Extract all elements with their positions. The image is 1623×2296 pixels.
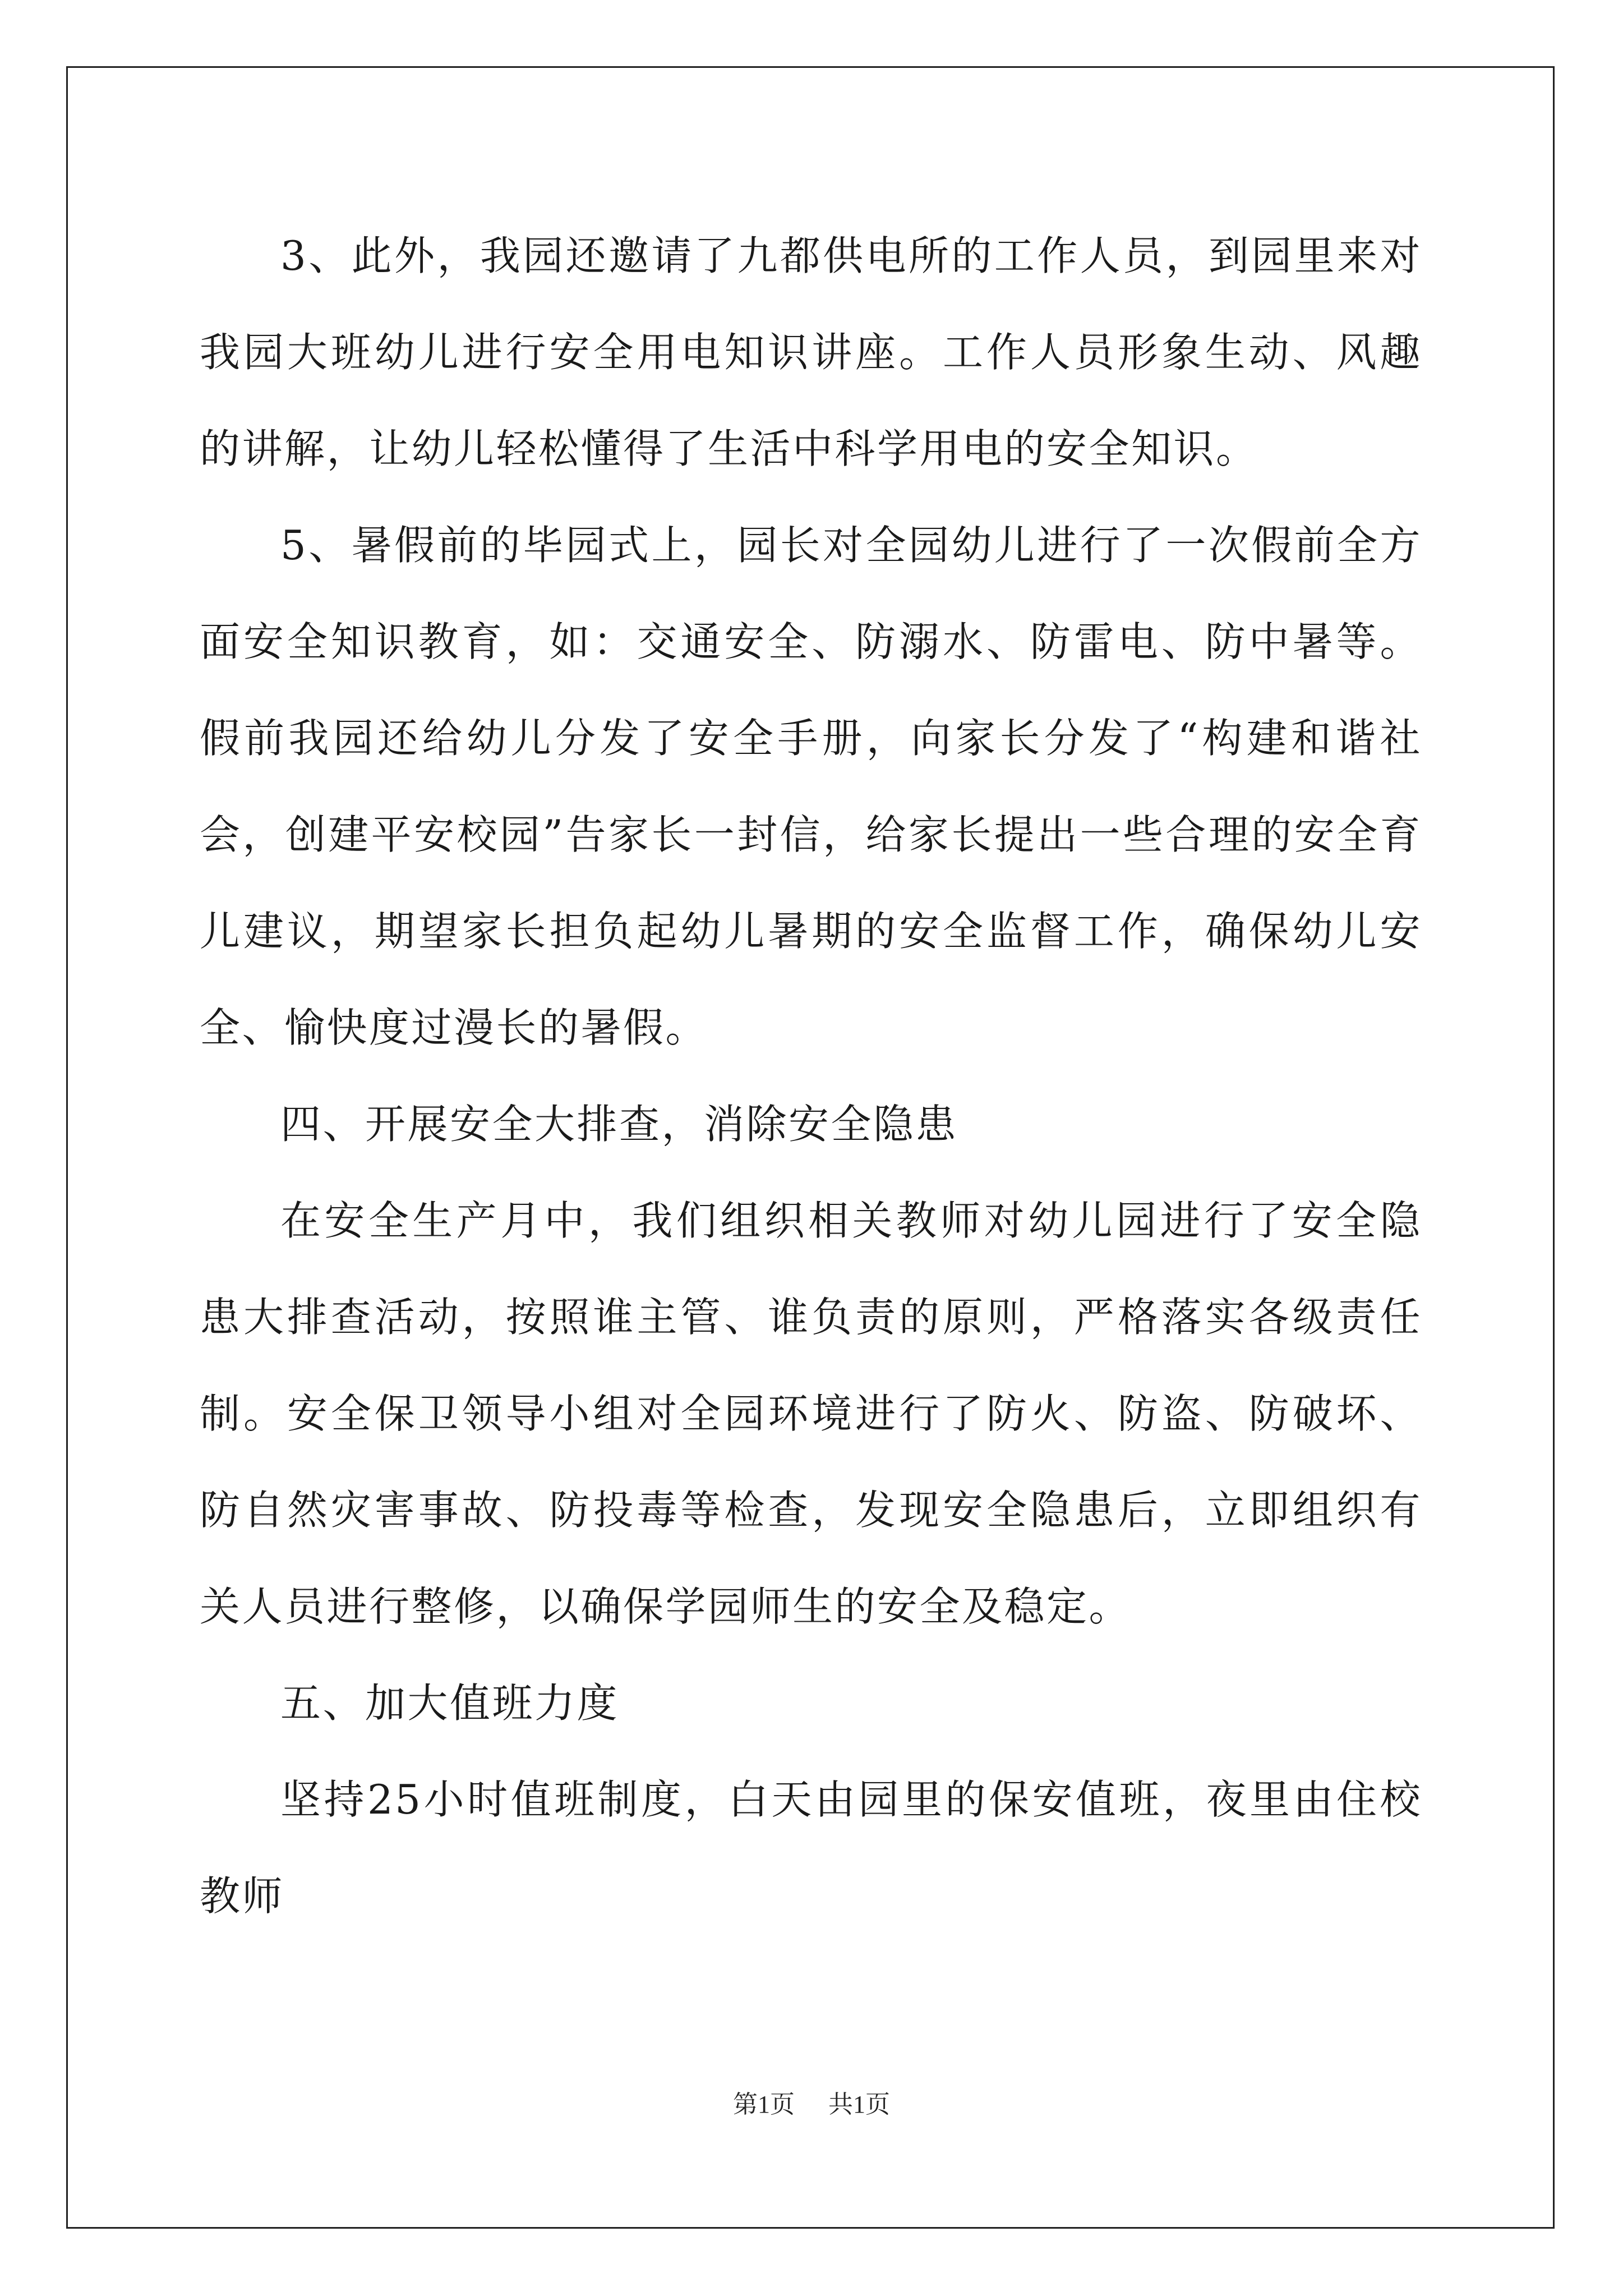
page-number-total: 共1页 [828, 2091, 890, 2118]
paragraph-safety-inspection: 在安全生产月中，我们组织相关教师对幼儿园进行了安全隐患大排查活动，按照谁主管、谁负责的原则，严格落实各级责任制。安全保卫领导小组对全园环境进行了防火、防盗、防破坏、防自然灾害事故、防投毒等检查，发现安全隐患后，立即组织有关人员进行整修，以确保学园师生的安全及稳定。 [200, 1197, 1422, 1630]
paragraph-item-3: 3、此外，我园还邀请了九都供电所的工作人员，到园里来对我园大班幼儿进行安全用电知识讲座。工作人员形象生动、风趣的讲解，让幼儿轻松懂得了生活中科学用电的安全知识。 [200, 232, 1422, 472]
paragraph-duty-schedule: 坚持25小时值班制度，白天由园里的保安值班，夜里由住校教师 [200, 1776, 1422, 1920]
section-heading-5: 五、加大值班力度 [280, 1680, 620, 1727]
document-body [200, 208, 1422, 1944]
page-footer [0, 2084, 1623, 2120]
section-heading-4: 四、开展安全大排查，消除安全隐患 [280, 1101, 958, 1148]
page-number-current: 第1页 [733, 2091, 795, 2118]
paragraph-item-5: 5、暑假前的毕园式上，园长对全园幼儿进行了一次假前全方面安全知识教育，如：交通安全、防溺水、防雷电、防中暑等。假前我园还给幼儿分发了安全手册，向家长分发了“构建和谐社会，创建平安校园”告家长一封信，给家长提出一些合理的安全育儿建议，期望家长担负起幼儿暑期的安全监督工作，确保幼儿安全、愉快度过漫长的暑假。 [200, 522, 1422, 1051]
